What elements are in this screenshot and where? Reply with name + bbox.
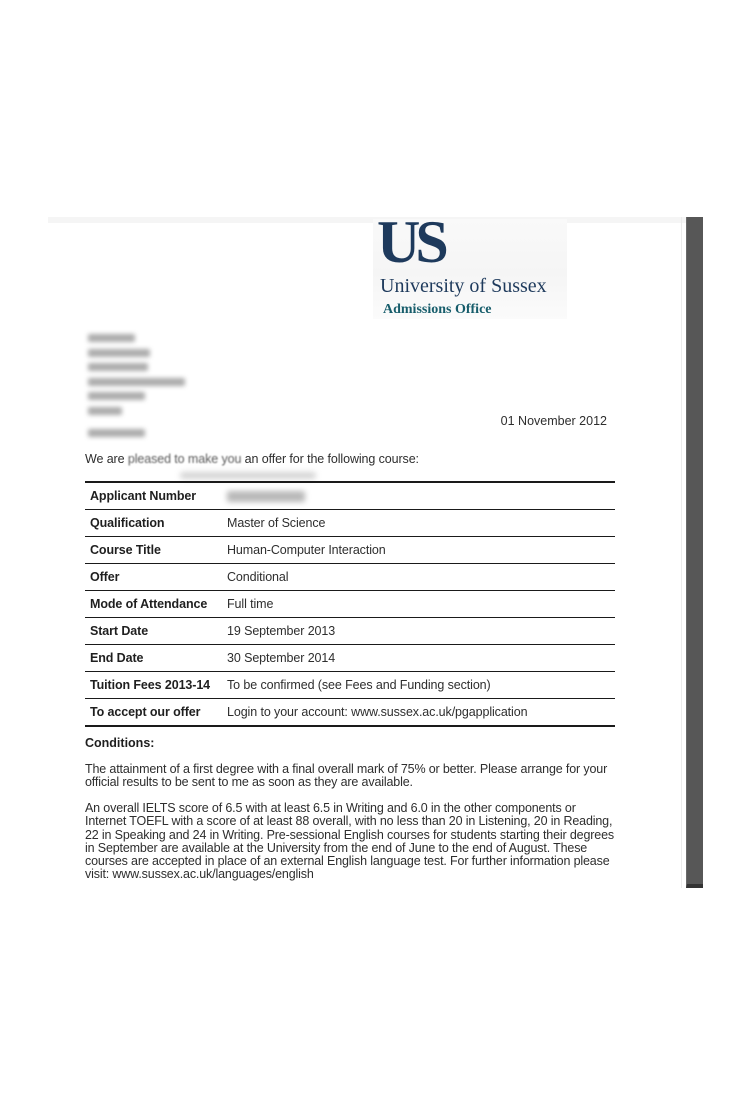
row-value-redacted [227,482,615,510]
row-value: Human-Computer Interaction [227,543,386,557]
logo-institution-name: University of Sussex [380,275,547,297]
table-row [85,699,615,727]
page-right-edge [681,217,682,888]
intro-suffix: an offer for the following course: [241,452,419,466]
intro-line [85,452,419,466]
redacted-line [88,334,135,342]
redacted-value [227,491,305,502]
row-value: 30 September 2014 [227,651,336,665]
logo-monogram: US [377,209,444,275]
scrollbar[interactable] [686,217,703,888]
row-value: Master of Science [227,516,326,530]
redacted-line [88,363,148,371]
offer-details-table [85,481,615,727]
table-row [85,618,615,645]
row-label: Applicant Number [90,489,197,503]
condition-paragraph: An overall IELTS score of 6.5 with at least 6.5 in Writing and 6.0 in the other components or Internet TOEFL with a score of at least 88 overall, with no less than 20 in Listening, 20 in Reading, 22 in Speaking and 24 in Writing. Pre-sessional English courses for students starting their degrees in September are available at the University from the end of June to the end of August. These courses are accepted in place of an external English language test. For further information please visit: www.sussex.ac.uk/languages/english [85,801,614,882]
row-label: Start Date [90,624,149,638]
table-row [85,537,615,564]
recipient-address-redacted [88,334,185,421]
table-row [85,645,615,672]
letter-date: 01 November 2012 [500,414,607,428]
row-value: Conditional [227,570,289,584]
redacted-line [88,429,145,437]
row-label: Mode of Attendance [90,597,208,611]
greeting-redacted [88,429,145,437]
table-row [85,510,615,537]
logo-department-name: Admissions Office [383,302,492,317]
row-label: End Date [90,651,144,665]
intro-prefix: We are [85,452,128,466]
intro-blurred-segment: pleased to make you [127,452,242,466]
table-row [85,564,615,591]
page-top-edge [48,217,686,223]
redaction-smudge [180,472,316,479]
row-value: To be confirmed (see Fees and Funding section) [227,678,491,692]
row-label: Offer [90,570,120,584]
redacted-line [88,392,145,400]
row-label: Course Title [90,543,161,557]
conditions-heading: Conditions: [85,736,155,750]
offer-letter-document [48,209,686,1100]
table-row [85,672,615,699]
row-value: Full time [227,597,274,611]
redacted-line [88,378,185,386]
row-label: To accept our offer [90,705,201,719]
condition-paragraph: The attainment of a first degree with a final overall mark of 75% or better. Please arrange for your official results to be sent to me as soon as they are available. [85,762,608,790]
row-value: 19 September 2013 [227,624,336,638]
row-value: Login to your account: www.sussex.ac.uk/pgapplication [227,705,528,719]
table-row [85,482,615,510]
university-logo [373,209,567,319]
row-label: Qualification [90,516,165,530]
table-row [85,591,615,618]
row-label: Tuition Fees 2013-14 [90,678,211,692]
redacted-line [88,349,150,357]
